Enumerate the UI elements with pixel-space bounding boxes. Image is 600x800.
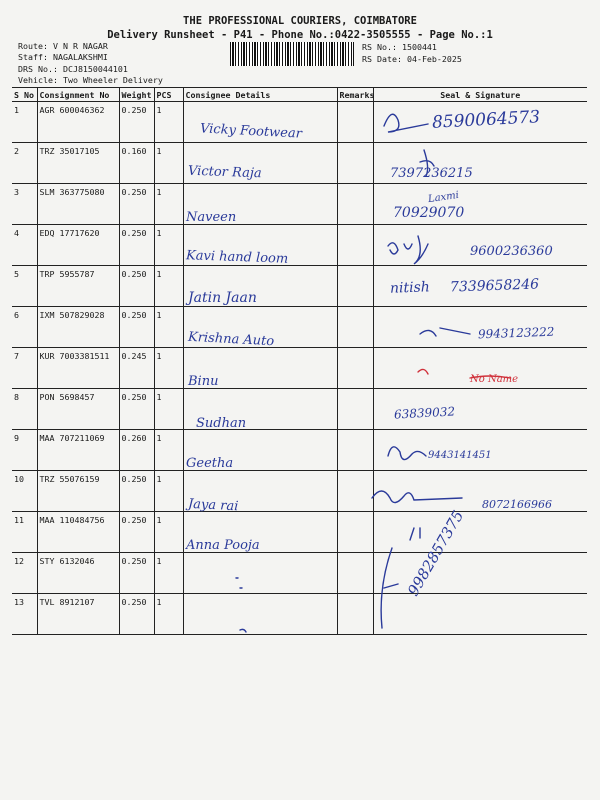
cell-weight: 0.260 [119, 430, 154, 471]
handwritten-phone: 9443141451 [428, 450, 492, 461]
cell-pcs: 1 [154, 430, 183, 471]
cell-pcs: 1 [154, 553, 183, 594]
cell-consignment: EDQ 17717620 [37, 225, 119, 266]
cell-consignment: TRP 5955787 [37, 266, 119, 307]
col-signature: Seal & Signature [373, 88, 587, 102]
cell-sno: 5 [12, 266, 37, 307]
cell-weight: 0.250 [119, 225, 154, 266]
handwritten-phone: 70929070 [393, 205, 465, 221]
handwritten-consignee: Naveen [186, 210, 237, 225]
cell-sno: 13 [12, 594, 37, 635]
cell-weight: 0.250 [119, 594, 154, 635]
cell-pcs: 1 [154, 225, 183, 266]
cell-consignment: IXM 507829028 [37, 307, 119, 348]
cell-pcs: 1 [154, 348, 183, 389]
handwritten-consignee: Jaya rai [187, 496, 239, 515]
handwritten-phone: 9600236360 [470, 244, 553, 259]
cell-sno: 11 [12, 512, 37, 553]
cell-sno: 2 [12, 143, 37, 184]
cell-consignment: PON 5698457 [37, 389, 119, 430]
rs-number-label: RS No.: 1500441 [362, 42, 437, 52]
cell-pcs: 1 [154, 307, 183, 348]
cell-weight: 0.250 [119, 102, 154, 143]
handwritten-consignee: Vicky Footwear [199, 121, 303, 142]
cell-pcs: 1 [154, 143, 183, 184]
cell-pcs: 1 [154, 594, 183, 635]
cell-sno: 6 [12, 307, 37, 348]
cell-pcs: 1 [154, 102, 183, 143]
cell-weight: 0.250 [119, 307, 154, 348]
runsheet-title: Delivery Runsheet - P41 - Phone No.:0422-3505555 - Page No.:1 [107, 29, 493, 41]
drs-label: DRS No.: DCJ8150044101 [18, 64, 128, 74]
cell-consignment: TVL 8912107 [37, 594, 119, 635]
cell-sno: 3 [12, 184, 37, 225]
route-label: Route: V N R NAGAR [18, 41, 108, 51]
handwritten-name: Laxmi [427, 189, 460, 206]
col-pcs: PCS [154, 88, 183, 102]
col-sno: S No [12, 88, 37, 102]
vehicle-label: Vehicle: Two Wheeler Delivery [18, 75, 163, 85]
cell-pcs: 1 [154, 512, 183, 553]
cell-consignment: STY 6132046 [37, 553, 119, 594]
cell-weight: 0.245 [119, 348, 154, 389]
cell-consignment: MAA 707211069 [37, 430, 119, 471]
cell-consignment: TRZ 55076159 [37, 471, 119, 512]
handwritten-phone: 9943123222 [477, 324, 555, 342]
cell-sno: 7 [12, 348, 37, 389]
handwritten-phone: 8590064573 [431, 107, 541, 133]
cell-consignment: TRZ 35017105 [37, 143, 119, 184]
staff-label: Staff: NAGALAKSHMI [18, 52, 108, 62]
cell-consignment: SLM 363775080 [37, 184, 119, 225]
cell-sno: 4 [12, 225, 37, 266]
handwritten-consignee: Anna Pooja [186, 538, 260, 553]
handwritten-phone: 9982857375 [404, 507, 468, 599]
cell-weight: 0.250 [119, 266, 154, 307]
handwritten-remark: No Name [470, 374, 519, 385]
handwritten-consignee: Krishna Auto [187, 329, 275, 350]
cell-pcs: 1 [154, 184, 183, 225]
handwritten-consignee: Victor Raja [187, 163, 262, 182]
col-remarks: Remarks [337, 88, 373, 102]
col-consignee: Consignee Details [183, 88, 337, 102]
handwritten-name: nitish [389, 279, 431, 297]
cell-weight: 0.250 [119, 512, 154, 553]
handwritten-consignee: Kavi hand loom [185, 248, 289, 267]
cell-weight: 0.250 [119, 553, 154, 594]
cell-pcs: 1 [154, 471, 183, 512]
cell-weight: 0.250 [119, 184, 154, 225]
cell-consignment: MAA 110484756 [37, 512, 119, 553]
handwritten-consignee: Sudhan [196, 416, 247, 431]
cell-sno: 8 [12, 389, 37, 430]
cell-sno: 9 [12, 430, 37, 471]
cell-weight: 0.250 [119, 389, 154, 430]
cell-sno: 12 [12, 553, 37, 594]
handwritten-phone: 7339658246 [449, 276, 540, 296]
col-weight: Weight [119, 88, 154, 102]
handwritten-consignee: Binu [188, 374, 219, 389]
handwritten-phone: 7397236215 [390, 166, 473, 181]
cell-consignment: AGR 600046362 [37, 102, 119, 143]
col-consignment: Consignment No [37, 88, 119, 102]
cell-weight: 0.160 [119, 143, 154, 184]
handwritten-consignee: Geetha [186, 456, 234, 471]
cell-weight: 0.250 [119, 471, 154, 512]
cell-sno: 10 [12, 471, 37, 512]
handwritten-phone: 8072166966 [482, 498, 552, 511]
handwritten-consignee: Jatin Jaan [188, 290, 257, 306]
cell-consignment: KUR 7003381511 [37, 348, 119, 389]
cell-pcs: 1 [154, 389, 183, 430]
handwritten-phone: 63839032 [393, 404, 456, 422]
rs-date-label: RS Date: 04-Feb-2025 [362, 54, 462, 64]
company-title: THE PROFESSIONAL COURIERS, COIMBATORE [183, 15, 417, 27]
cell-pcs: 1 [154, 266, 183, 307]
cell-sno: 1 [12, 102, 37, 143]
